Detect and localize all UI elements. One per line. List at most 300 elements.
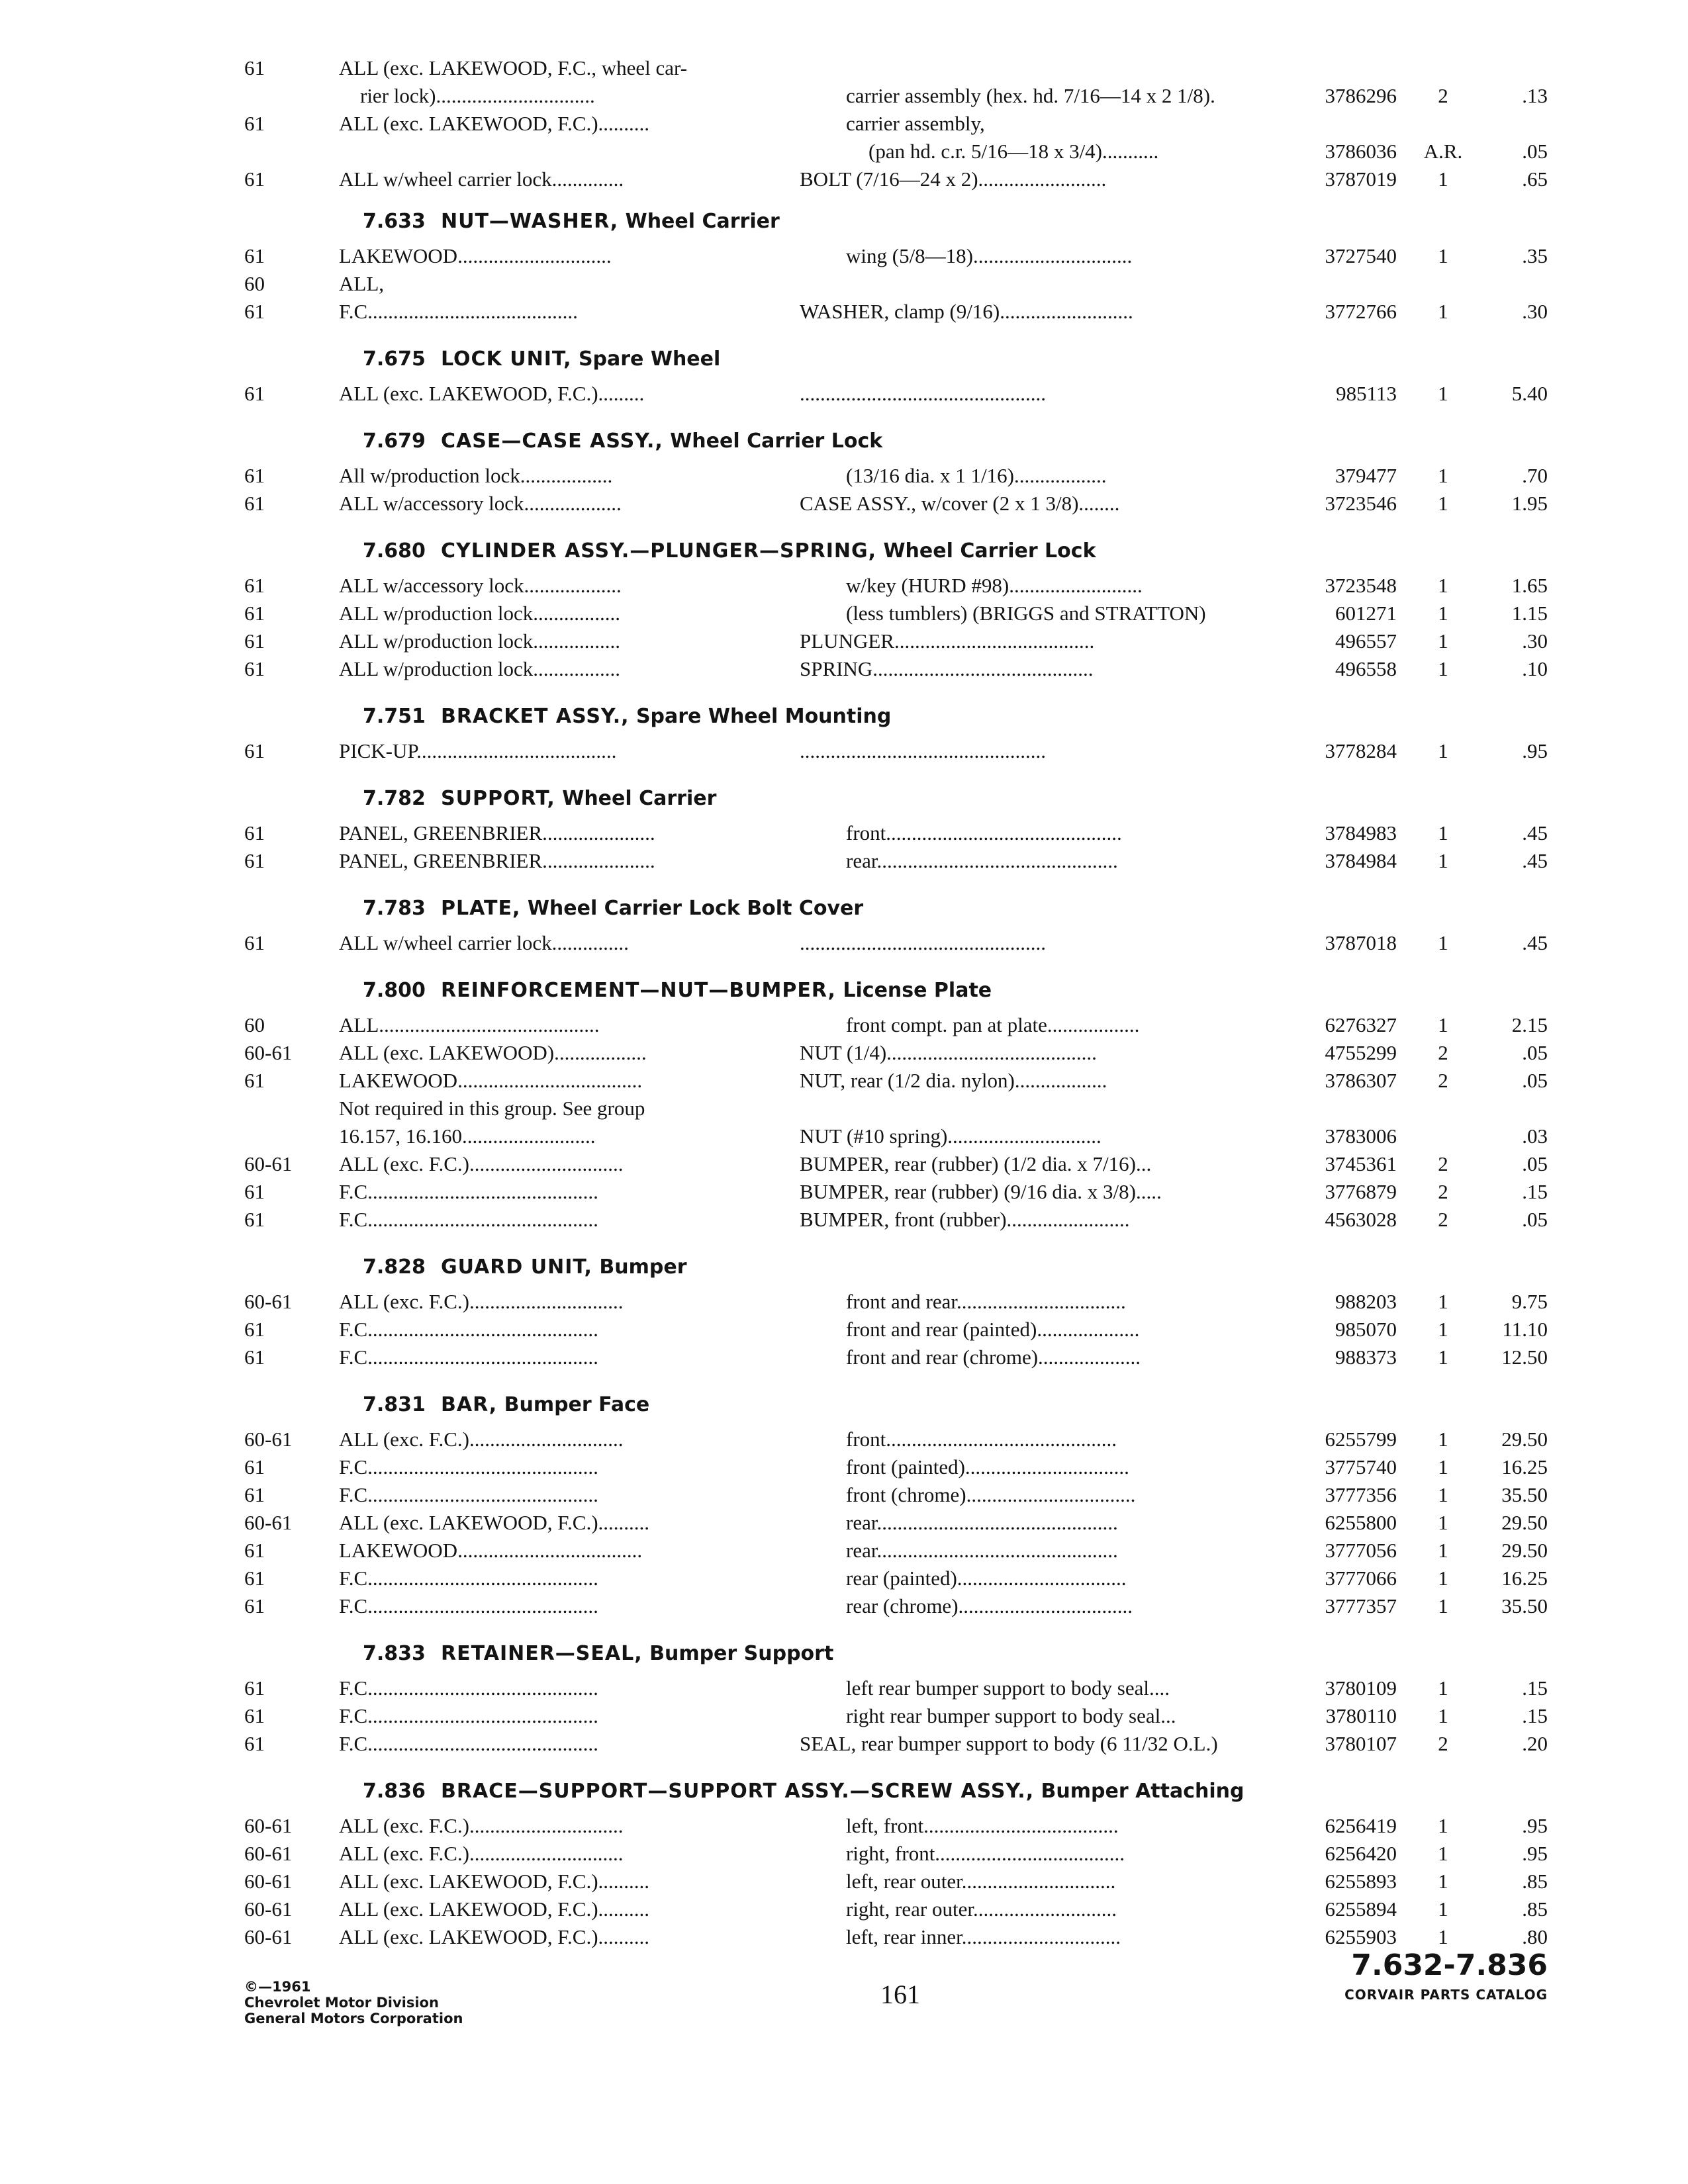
part-number: 3787019 bbox=[1325, 167, 1397, 191]
application: 16.157, 16.160.......................... bbox=[339, 1124, 596, 1148]
application: F.C............................................. bbox=[339, 1732, 598, 1755]
application: F.C............................................. bbox=[339, 1318, 598, 1341]
application: ALL (exc. LAKEWOOD, F.C.).......... bbox=[339, 1925, 650, 1948]
section-number: 7.679 bbox=[363, 430, 426, 453]
price: .95 bbox=[1522, 739, 1548, 762]
section-heading bbox=[363, 1640, 1422, 1668]
section-number: 7.751 bbox=[363, 705, 426, 728]
part-description: NUT (#10 spring).............................. bbox=[800, 1124, 1102, 1148]
price: 5.40 bbox=[1511, 382, 1548, 405]
part-description: BUMPER, front (rubber)........................ bbox=[800, 1208, 1130, 1231]
model-year: 61 bbox=[244, 492, 265, 515]
model-year: 61 bbox=[244, 1180, 265, 1203]
model-year: 61 bbox=[244, 382, 265, 405]
price: .05 bbox=[1522, 1041, 1548, 1064]
application: ALL (exc. F.C.).............................. bbox=[339, 1842, 624, 1865]
section-title: PLATE, bbox=[441, 897, 521, 920]
application: F.C............................................. bbox=[339, 1594, 598, 1617]
part-description: left, rear outer.............................. bbox=[846, 1870, 1116, 1893]
page-number: 161 bbox=[880, 1979, 920, 2009]
application: ALL (exc. LAKEWOOD, F.C.)......... bbox=[339, 382, 645, 405]
price: .85 bbox=[1522, 1870, 1548, 1893]
price: .05 bbox=[1522, 1152, 1548, 1175]
division-name: Chevrolet Motor Division bbox=[244, 1995, 439, 2011]
quantity: 1 bbox=[1438, 1704, 1448, 1727]
application: F.C............................................. bbox=[339, 1567, 598, 1590]
table-row bbox=[0, 1592, 1688, 1620]
section-heading bbox=[363, 345, 1422, 373]
section-heading bbox=[363, 895, 1422, 923]
model-year: 60-61 bbox=[244, 1870, 293, 1893]
model-year: 61 bbox=[244, 574, 265, 597]
part-description: rear............................................... bbox=[846, 1511, 1118, 1534]
price: .30 bbox=[1522, 300, 1548, 323]
quantity: 1 bbox=[1438, 739, 1448, 762]
quantity: 1 bbox=[1438, 849, 1448, 872]
section-title: REINFORCEMENT—NUT—BUMPER, bbox=[441, 979, 836, 1002]
model-year: 61 bbox=[244, 1318, 265, 1341]
section-heading bbox=[363, 428, 1422, 455]
quantity: 1 bbox=[1438, 382, 1448, 405]
application: ALL w/wheel carrier lock............... bbox=[339, 931, 629, 954]
table-row bbox=[0, 1122, 1688, 1150]
part-description: right, front..................................... bbox=[846, 1842, 1125, 1865]
part-number: 6256420 bbox=[1325, 1842, 1397, 1865]
model-year: 60-61 bbox=[244, 1290, 293, 1313]
table-row bbox=[0, 1206, 1688, 1234]
application: rier lock)............................... bbox=[360, 84, 595, 107]
quantity: 1 bbox=[1438, 1842, 1448, 1865]
table-row bbox=[0, 819, 1688, 847]
section-number: 7.782 bbox=[363, 787, 426, 810]
table-row bbox=[0, 54, 1688, 82]
price: 16.25 bbox=[1501, 1455, 1548, 1479]
application: ALL (exc. F.C.).............................. bbox=[339, 1152, 624, 1175]
application: ALL (exc. LAKEWOOD, F.C.).......... bbox=[339, 1897, 650, 1921]
quantity: 1 bbox=[1438, 1013, 1448, 1036]
table-row bbox=[0, 929, 1688, 957]
application: F.C............................................. bbox=[339, 1704, 598, 1727]
section-title: BRACKET ASSY., bbox=[441, 705, 630, 728]
table-row bbox=[0, 1067, 1688, 1095]
part-number: 988203 bbox=[1335, 1290, 1397, 1313]
application: ALL (exc. LAKEWOOD, F.C.).......... bbox=[339, 112, 650, 135]
group-range: 7.632-7.836 bbox=[1351, 1948, 1548, 1982]
part-description: left, rear inner............................... bbox=[846, 1925, 1121, 1948]
quantity: 1 bbox=[1438, 1318, 1448, 1341]
section-title: CASE—CASE ASSY., bbox=[441, 430, 663, 453]
table-row bbox=[0, 1730, 1688, 1758]
part-number: 3776879 bbox=[1325, 1180, 1397, 1203]
price: .05 bbox=[1522, 1208, 1548, 1231]
part-number: 3784984 bbox=[1325, 849, 1397, 872]
table-row bbox=[0, 242, 1688, 270]
part-description: carrier assembly, bbox=[846, 112, 985, 135]
table-row bbox=[0, 1095, 1688, 1122]
table-row bbox=[0, 380, 1688, 408]
model-year: 61 bbox=[244, 1539, 265, 1562]
quantity: 1 bbox=[1438, 657, 1448, 680]
part-description: SPRING........................................... bbox=[800, 657, 1094, 680]
part-description: ................................................ bbox=[800, 382, 1046, 405]
part-description: left, front...................................... bbox=[846, 1814, 1119, 1837]
price: .15 bbox=[1522, 1704, 1548, 1727]
application: ALL w/wheel carrier lock.............. bbox=[339, 167, 624, 191]
table-row bbox=[0, 1537, 1688, 1565]
table-row bbox=[0, 1868, 1688, 1895]
section-subtitle: Wheel Carrier Lock Bolt Cover bbox=[527, 897, 864, 920]
section-heading bbox=[363, 1778, 1422, 1805]
price: 2.15 bbox=[1511, 1013, 1548, 1036]
quantity: 2 bbox=[1438, 1152, 1448, 1175]
quantity: 1 bbox=[1438, 167, 1448, 191]
model-year: 61 bbox=[244, 1567, 265, 1590]
part-number: 3772766 bbox=[1325, 300, 1397, 323]
part-description: ................................................ bbox=[800, 931, 1046, 954]
model-year: 61 bbox=[244, 1069, 265, 1092]
part-description: WASHER, clamp (9/16).......................... bbox=[800, 300, 1133, 323]
quantity: 1 bbox=[1438, 629, 1448, 653]
table-row bbox=[0, 655, 1688, 683]
section-heading bbox=[363, 703, 1422, 731]
price: .45 bbox=[1522, 931, 1548, 954]
section-number: 7.836 bbox=[363, 1780, 426, 1803]
part-description: BUMPER, rear (rubber) (1/2 dia. x 7/16)... bbox=[800, 1152, 1152, 1175]
part-number: 3786307 bbox=[1325, 1069, 1397, 1092]
part-number: 3786036 bbox=[1325, 140, 1397, 163]
part-description: w/key (HURD #98).......................... bbox=[846, 574, 1143, 597]
quantity: 1 bbox=[1438, 1897, 1448, 1921]
section-heading bbox=[363, 1391, 1422, 1419]
model-year: 61 bbox=[244, 1676, 265, 1700]
part-description: ................................................ bbox=[800, 739, 1046, 762]
table-row bbox=[0, 1702, 1688, 1730]
part-number: 496557 bbox=[1335, 629, 1397, 653]
quantity: 1 bbox=[1438, 492, 1448, 515]
application: ALL (exc. LAKEWOOD, F.C., wheel car- bbox=[339, 56, 688, 79]
price: .20 bbox=[1522, 1732, 1548, 1755]
table-row bbox=[0, 490, 1688, 518]
quantity: 1 bbox=[1438, 1925, 1448, 1948]
quantity: 1 bbox=[1438, 1455, 1448, 1479]
section-title: BAR, bbox=[441, 1393, 498, 1416]
part-description: PLUNGER....................................... bbox=[800, 629, 1095, 653]
application: ALL (exc. LAKEWOOD, F.C.).......... bbox=[339, 1870, 650, 1893]
application: ALL, bbox=[339, 272, 385, 295]
table-row bbox=[0, 270, 1688, 298]
application: F.C............................................. bbox=[339, 1676, 598, 1700]
model-year: 60 bbox=[244, 272, 265, 295]
quantity: 1 bbox=[1438, 1676, 1448, 1700]
application: Not required in this group. See group bbox=[339, 1097, 645, 1120]
model-year: 60-61 bbox=[244, 1152, 293, 1175]
part-number: 3780110 bbox=[1325, 1704, 1397, 1727]
application: ALL........................................... bbox=[339, 1013, 600, 1036]
table-row bbox=[0, 138, 1688, 165]
section-heading bbox=[363, 785, 1422, 813]
application: PANEL, GREENBRIER...................... bbox=[339, 821, 655, 844]
section-subtitle: Spare Wheel Mounting bbox=[635, 705, 892, 728]
price: .15 bbox=[1522, 1180, 1548, 1203]
quantity: 1 bbox=[1438, 300, 1448, 323]
application: LAKEWOOD.............................. bbox=[339, 244, 612, 267]
quantity: 1 bbox=[1438, 1428, 1448, 1451]
model-year: 61 bbox=[244, 464, 265, 487]
part-number: 985070 bbox=[1335, 1318, 1397, 1341]
part-number: 496558 bbox=[1335, 657, 1397, 680]
quantity: 1 bbox=[1438, 244, 1448, 267]
price: 1.65 bbox=[1511, 574, 1548, 597]
part-description: right rear bumper support to body seal... bbox=[846, 1704, 1176, 1727]
section-number: 7.675 bbox=[363, 347, 426, 371]
price: .10 bbox=[1522, 657, 1548, 680]
price: .30 bbox=[1522, 629, 1548, 653]
table-row bbox=[0, 572, 1688, 600]
price: 16.25 bbox=[1501, 1567, 1548, 1590]
application: ALL (exc. F.C.).............................. bbox=[339, 1428, 624, 1451]
corporation-name: General Motors Corporation bbox=[244, 2011, 463, 2026]
price: .85 bbox=[1522, 1897, 1548, 1921]
part-number: 6255903 bbox=[1325, 1925, 1397, 1948]
model-year: 60-61 bbox=[244, 1842, 293, 1865]
quantity: A.R. bbox=[1423, 140, 1463, 163]
model-year: 61 bbox=[244, 56, 265, 79]
price: 1.95 bbox=[1511, 492, 1548, 515]
table-row bbox=[0, 600, 1688, 627]
section-heading bbox=[363, 537, 1422, 565]
part-description: (13/16 dia. x 1 1/16).................. bbox=[846, 464, 1107, 487]
part-description: front and rear................................. bbox=[846, 1290, 1126, 1313]
application: ALL (exc. LAKEWOOD, F.C.).......... bbox=[339, 1511, 650, 1534]
quantity: 1 bbox=[1438, 1594, 1448, 1617]
table-row bbox=[0, 737, 1688, 765]
application: F.C............................................. bbox=[339, 1455, 598, 1479]
price: 9.75 bbox=[1511, 1290, 1548, 1313]
part-number: 3778284 bbox=[1325, 739, 1397, 762]
model-year: 60-61 bbox=[244, 1897, 293, 1921]
quantity: 1 bbox=[1438, 464, 1448, 487]
part-number: 3783006 bbox=[1325, 1124, 1397, 1148]
part-description: BOLT (7/16—24 x 2)......................... bbox=[800, 167, 1107, 191]
section-number: 7.831 bbox=[363, 1393, 426, 1416]
table-row bbox=[0, 1288, 1688, 1316]
price: .45 bbox=[1522, 821, 1548, 844]
model-year: 61 bbox=[244, 167, 265, 191]
section-number: 7.800 bbox=[363, 979, 426, 1002]
table-row bbox=[0, 1840, 1688, 1868]
model-year: 61 bbox=[244, 931, 265, 954]
model-year: 61 bbox=[244, 1732, 265, 1755]
publisher-block bbox=[244, 1979, 575, 2026]
table-row bbox=[0, 627, 1688, 655]
quantity: 1 bbox=[1438, 931, 1448, 954]
part-description: (pan hd. c.r. 5/16—18 x 3/4)........... bbox=[868, 140, 1159, 163]
part-description: CASE ASSY., w/cover (2 x 1 3/8)........ bbox=[800, 492, 1120, 515]
quantity: 2 bbox=[1438, 1208, 1448, 1231]
section-subtitle: Spare Wheel bbox=[578, 347, 721, 371]
application: ALL (exc. F.C.).............................. bbox=[339, 1814, 624, 1837]
quantity: 1 bbox=[1438, 821, 1448, 844]
table-row bbox=[0, 1509, 1688, 1537]
section-title: RETAINER—SEAL, bbox=[441, 1642, 643, 1665]
part-description: front (painted)................................ bbox=[846, 1455, 1129, 1479]
model-year: 60-61 bbox=[244, 1511, 293, 1534]
model-year: 61 bbox=[244, 1455, 265, 1479]
price: .70 bbox=[1522, 464, 1548, 487]
quantity: 1 bbox=[1438, 1539, 1448, 1562]
quantity: 2 bbox=[1438, 1732, 1448, 1755]
application: F.C............................................. bbox=[339, 1345, 598, 1369]
price: 29.50 bbox=[1501, 1539, 1548, 1562]
quantity: 1 bbox=[1438, 1483, 1448, 1506]
model-year: 60-61 bbox=[244, 1925, 293, 1948]
price: 29.50 bbox=[1501, 1511, 1548, 1534]
price: 29.50 bbox=[1501, 1428, 1548, 1451]
quantity: 2 bbox=[1438, 1069, 1448, 1092]
table-row bbox=[0, 1453, 1688, 1481]
application: ALL w/production lock................. bbox=[339, 629, 621, 653]
section-number: 7.633 bbox=[363, 210, 426, 233]
part-description: right, rear outer............................ bbox=[846, 1897, 1117, 1921]
part-number: 985113 bbox=[1336, 382, 1397, 405]
application: LAKEWOOD.................................... bbox=[339, 1539, 643, 1562]
table-row bbox=[0, 1565, 1688, 1592]
section-subtitle: Bumper Support bbox=[649, 1642, 834, 1665]
section-title: BRACE—SUPPORT—SUPPORT ASSY.—SCREW ASSY., bbox=[441, 1780, 1035, 1803]
model-year: 60-61 bbox=[244, 1041, 293, 1064]
quantity: 2 bbox=[1438, 1180, 1448, 1203]
part-description: rear............................................... bbox=[846, 1539, 1118, 1562]
quantity: 2 bbox=[1438, 1041, 1448, 1064]
table-row bbox=[0, 1812, 1688, 1840]
price: .35 bbox=[1522, 244, 1548, 267]
model-year: 60 bbox=[244, 1013, 265, 1036]
section-title: LOCK UNIT, bbox=[441, 347, 572, 371]
table-row bbox=[0, 1895, 1688, 1923]
quantity: 1 bbox=[1438, 1290, 1448, 1313]
part-number: 6256419 bbox=[1325, 1814, 1397, 1837]
price: .80 bbox=[1522, 1925, 1548, 1948]
part-number: 4755299 bbox=[1325, 1041, 1397, 1064]
section-title: SUPPORT, bbox=[441, 787, 555, 810]
table-row bbox=[0, 1150, 1688, 1178]
section-number: 7.828 bbox=[363, 1255, 426, 1279]
model-year: 61 bbox=[244, 849, 265, 872]
part-number: 3780109 bbox=[1325, 1676, 1397, 1700]
model-year: 61 bbox=[244, 300, 265, 323]
section-number: 7.680 bbox=[363, 539, 426, 563]
part-description: NUT (1/4)......................................... bbox=[800, 1041, 1097, 1064]
price: .45 bbox=[1522, 849, 1548, 872]
catalog-title: CORVAIR PARTS CATALOG bbox=[1344, 1987, 1548, 2003]
model-year: 61 bbox=[244, 244, 265, 267]
section-subtitle: Wheel Carrier Lock bbox=[670, 430, 883, 453]
section-subtitle: License Plate bbox=[843, 979, 992, 1002]
price: .95 bbox=[1522, 1814, 1548, 1837]
part-number: 4563028 bbox=[1325, 1208, 1397, 1231]
model-year: 60-61 bbox=[244, 1428, 293, 1451]
section-title: NUT—WASHER, bbox=[441, 210, 619, 233]
part-number: 3777066 bbox=[1325, 1567, 1397, 1590]
part-description: front............................................. bbox=[846, 1428, 1117, 1451]
part-number: 3723548 bbox=[1325, 574, 1397, 597]
model-year: 61 bbox=[244, 602, 265, 625]
price: 35.50 bbox=[1501, 1594, 1548, 1617]
table-row bbox=[0, 1674, 1688, 1702]
application: ALL w/production lock................. bbox=[339, 602, 621, 625]
quantity: 1 bbox=[1438, 574, 1448, 597]
part-number: 6276327 bbox=[1325, 1013, 1397, 1036]
price: 12.50 bbox=[1501, 1345, 1548, 1369]
quantity: 1 bbox=[1438, 1814, 1448, 1837]
part-number: 3777357 bbox=[1325, 1594, 1397, 1617]
section-subtitle: Bumper bbox=[599, 1255, 687, 1279]
part-number: 6255800 bbox=[1325, 1511, 1397, 1534]
application: F.C............................................. bbox=[339, 1208, 598, 1231]
quantity: 1 bbox=[1438, 1567, 1448, 1590]
part-number: 3775740 bbox=[1325, 1455, 1397, 1479]
section-subtitle: Bumper Face bbox=[504, 1393, 650, 1416]
quantity: 1 bbox=[1438, 1345, 1448, 1369]
part-number: 3723546 bbox=[1325, 492, 1397, 515]
table-row bbox=[0, 1481, 1688, 1509]
part-number: 3777056 bbox=[1325, 1539, 1397, 1562]
model-year: 61 bbox=[244, 821, 265, 844]
price: .05 bbox=[1522, 140, 1548, 163]
part-description: rear (painted)................................. bbox=[846, 1567, 1127, 1590]
part-number: 3745361 bbox=[1325, 1152, 1397, 1175]
price: .95 bbox=[1522, 1842, 1548, 1865]
part-description: carrier assembly (hex. hd. 7/16—14 x 2 1/8). bbox=[846, 84, 1215, 107]
table-row bbox=[0, 1316, 1688, 1343]
section-subtitle: Wheel Carrier bbox=[625, 210, 780, 233]
price: .65 bbox=[1522, 167, 1548, 191]
section-number: 7.833 bbox=[363, 1642, 426, 1665]
part-description: left rear bumper support to body seal.... bbox=[846, 1676, 1170, 1700]
model-year: 61 bbox=[244, 1345, 265, 1369]
part-number: 3786296 bbox=[1325, 84, 1397, 107]
price: .05 bbox=[1522, 1069, 1548, 1092]
model-year: 61 bbox=[244, 739, 265, 762]
part-description: SEAL, rear bumper support to body (6 11/32 O.L.) bbox=[800, 1732, 1218, 1755]
model-year: 61 bbox=[244, 1594, 265, 1617]
price: 11.10 bbox=[1502, 1318, 1548, 1341]
copyright-notice: ©—1961 bbox=[244, 1979, 311, 1995]
table-row bbox=[0, 462, 1688, 490]
part-number: 601271 bbox=[1335, 602, 1397, 625]
part-description: (less tumblers) (BRIGGS and STRATTON) bbox=[846, 602, 1206, 625]
part-description: NUT, rear (1/2 dia. nylon).................. bbox=[800, 1069, 1107, 1092]
section-title: GUARD UNIT, bbox=[441, 1255, 592, 1279]
application: F.C............................................. bbox=[339, 1483, 598, 1506]
quantity: 1 bbox=[1438, 1870, 1448, 1893]
part-number: 6255894 bbox=[1325, 1897, 1397, 1921]
application: F.C............................................. bbox=[339, 1180, 598, 1203]
part-number: 379477 bbox=[1335, 464, 1397, 487]
section-heading bbox=[363, 1253, 1422, 1281]
table-row bbox=[0, 847, 1688, 875]
table-row bbox=[0, 165, 1688, 193]
model-year: 61 bbox=[244, 112, 265, 135]
section-heading bbox=[363, 208, 1422, 236]
part-description: front compt. pan at plate.................. bbox=[846, 1013, 1140, 1036]
price: .13 bbox=[1522, 84, 1548, 107]
price: .03 bbox=[1522, 1124, 1548, 1148]
part-number: 3727540 bbox=[1325, 244, 1397, 267]
section-heading bbox=[363, 977, 1422, 1005]
model-year: 61 bbox=[244, 657, 265, 680]
part-description: front.............................................. bbox=[846, 821, 1122, 844]
